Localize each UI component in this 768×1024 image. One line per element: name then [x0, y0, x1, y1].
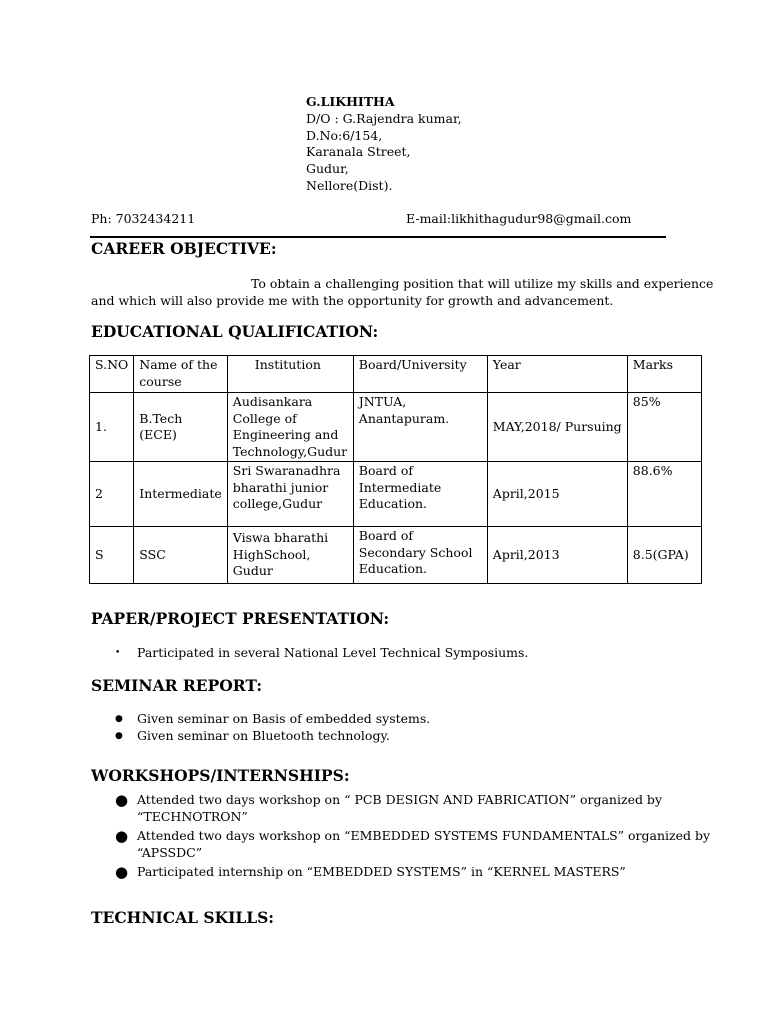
table-cell: MAY,2018/ Pursuing	[487, 393, 627, 462]
bullet-icon: ●	[115, 791, 129, 809]
candidate-name: G.LIKHITHA	[306, 94, 395, 109]
table-header-row	[90, 356, 702, 393]
table-cell: 85%	[627, 393, 701, 462]
email-address: E-mail:likhithagudur98@gmail.com	[406, 211, 632, 226]
list-item	[91, 864, 710, 881]
workshops-list	[91, 792, 710, 884]
table-row	[90, 527, 702, 584]
table-cell: April,2013	[487, 527, 627, 584]
table-cell: B.Tech (ECE)	[134, 393, 228, 462]
list-item-text: Participated in several National Level Technical Symposiums.	[137, 645, 529, 660]
column-header: Board/University	[353, 356, 487, 393]
list-item	[91, 728, 430, 745]
list-item-text: Given seminar on Bluetooth technology.	[137, 727, 390, 743]
table-cell: JNTUA, Anantapuram.	[353, 393, 487, 462]
table-cell: Sri Swaranadhra bharathi junior college,Gudur	[227, 462, 353, 527]
column-header: S.NO	[90, 356, 134, 393]
technical-skills-heading: TECHNICAL SKILLS:	[91, 908, 275, 927]
address-line: Karanala Street,	[306, 144, 411, 160]
column-header: Year	[487, 356, 627, 393]
table-cell: Viswa bharathi HighSchool, Gudur	[227, 527, 353, 584]
header-divider	[90, 236, 666, 238]
list-item-text: “APSSDC”	[137, 844, 203, 860]
education-heading: EDUCATIONAL QUALIFICATION:	[91, 322, 379, 341]
objective-line: and which will also provide me with the opportunity for growth and advancement.	[91, 292, 614, 308]
column-header: Name of the course	[134, 356, 228, 393]
seminar-heading: SEMINAR REPORT:	[91, 676, 263, 695]
list-item	[91, 645, 528, 662]
column-header: Marks	[627, 356, 701, 393]
career-objective-text	[91, 276, 714, 309]
bullet-icon: ●	[115, 714, 123, 724]
seminar-list	[91, 711, 430, 744]
list-item-text: Attended two days workshop on “EMBEDDED SYSTEMS FUNDAMENTALS” organized by	[137, 828, 711, 843]
career-objective-heading: CAREER OBJECTIVE:	[91, 239, 277, 258]
bullet-icon: ●	[115, 827, 129, 845]
education-table	[89, 355, 702, 584]
list-item-text: Participated internship on “EMBEDDED SYSTEMS” in “KERNEL MASTERS”	[137, 864, 626, 879]
address-line: Gudur,	[306, 161, 349, 177]
table-cell: 8.5(GPA)	[627, 527, 701, 584]
table-cell: Intermediate	[134, 462, 228, 527]
workshops-heading: WORKSHOPS/INTERNSHIPS:	[91, 766, 350, 785]
objective-line: To obtain a challenging position that will utilize my skills and experience	[251, 276, 714, 291]
list-item-text: Given seminar on Basis of embedded systems.	[137, 711, 431, 726]
table-row	[90, 462, 702, 527]
bullet-icon: ●	[115, 863, 129, 881]
bullet-icon: ●	[115, 730, 123, 741]
list-item	[91, 792, 710, 825]
list-item-text: “TECHNOTRON”	[137, 808, 248, 824]
bullet-icon: •	[115, 648, 121, 658]
table-cell: Audisankara College of Engineering and Technology,Gudur	[227, 393, 353, 462]
table-cell: 1.	[90, 393, 134, 462]
address-line: Nellore(Dist).	[306, 177, 393, 193]
paper-list	[91, 645, 528, 662]
address-line: D.No:6/154,	[306, 127, 383, 143]
table-cell: Board of Intermediate Education.	[353, 462, 487, 527]
list-item-text: Attended two days workshop on “ PCB DESIGN AND FABRICATION” organized by	[137, 792, 662, 807]
table-cell: 2	[90, 462, 134, 527]
column-header: Institution	[227, 356, 353, 393]
table-cell: SSC	[134, 527, 228, 584]
address-block	[306, 94, 462, 195]
table-cell: 88.6%	[627, 462, 701, 527]
list-item	[91, 711, 430, 728]
list-item	[91, 828, 710, 861]
table-cell: Board of Secondary School Education.	[353, 527, 487, 584]
table-cell: S	[90, 527, 134, 584]
address-line: D/O : G.Rajendra kumar,	[306, 110, 462, 126]
table-cell: April,2015	[487, 462, 627, 527]
paper-presentation-heading: PAPER/PROJECT PRESENTATION:	[91, 609, 390, 628]
phone-number: Ph: 7032434211	[91, 211, 196, 226]
table-row	[90, 393, 702, 462]
